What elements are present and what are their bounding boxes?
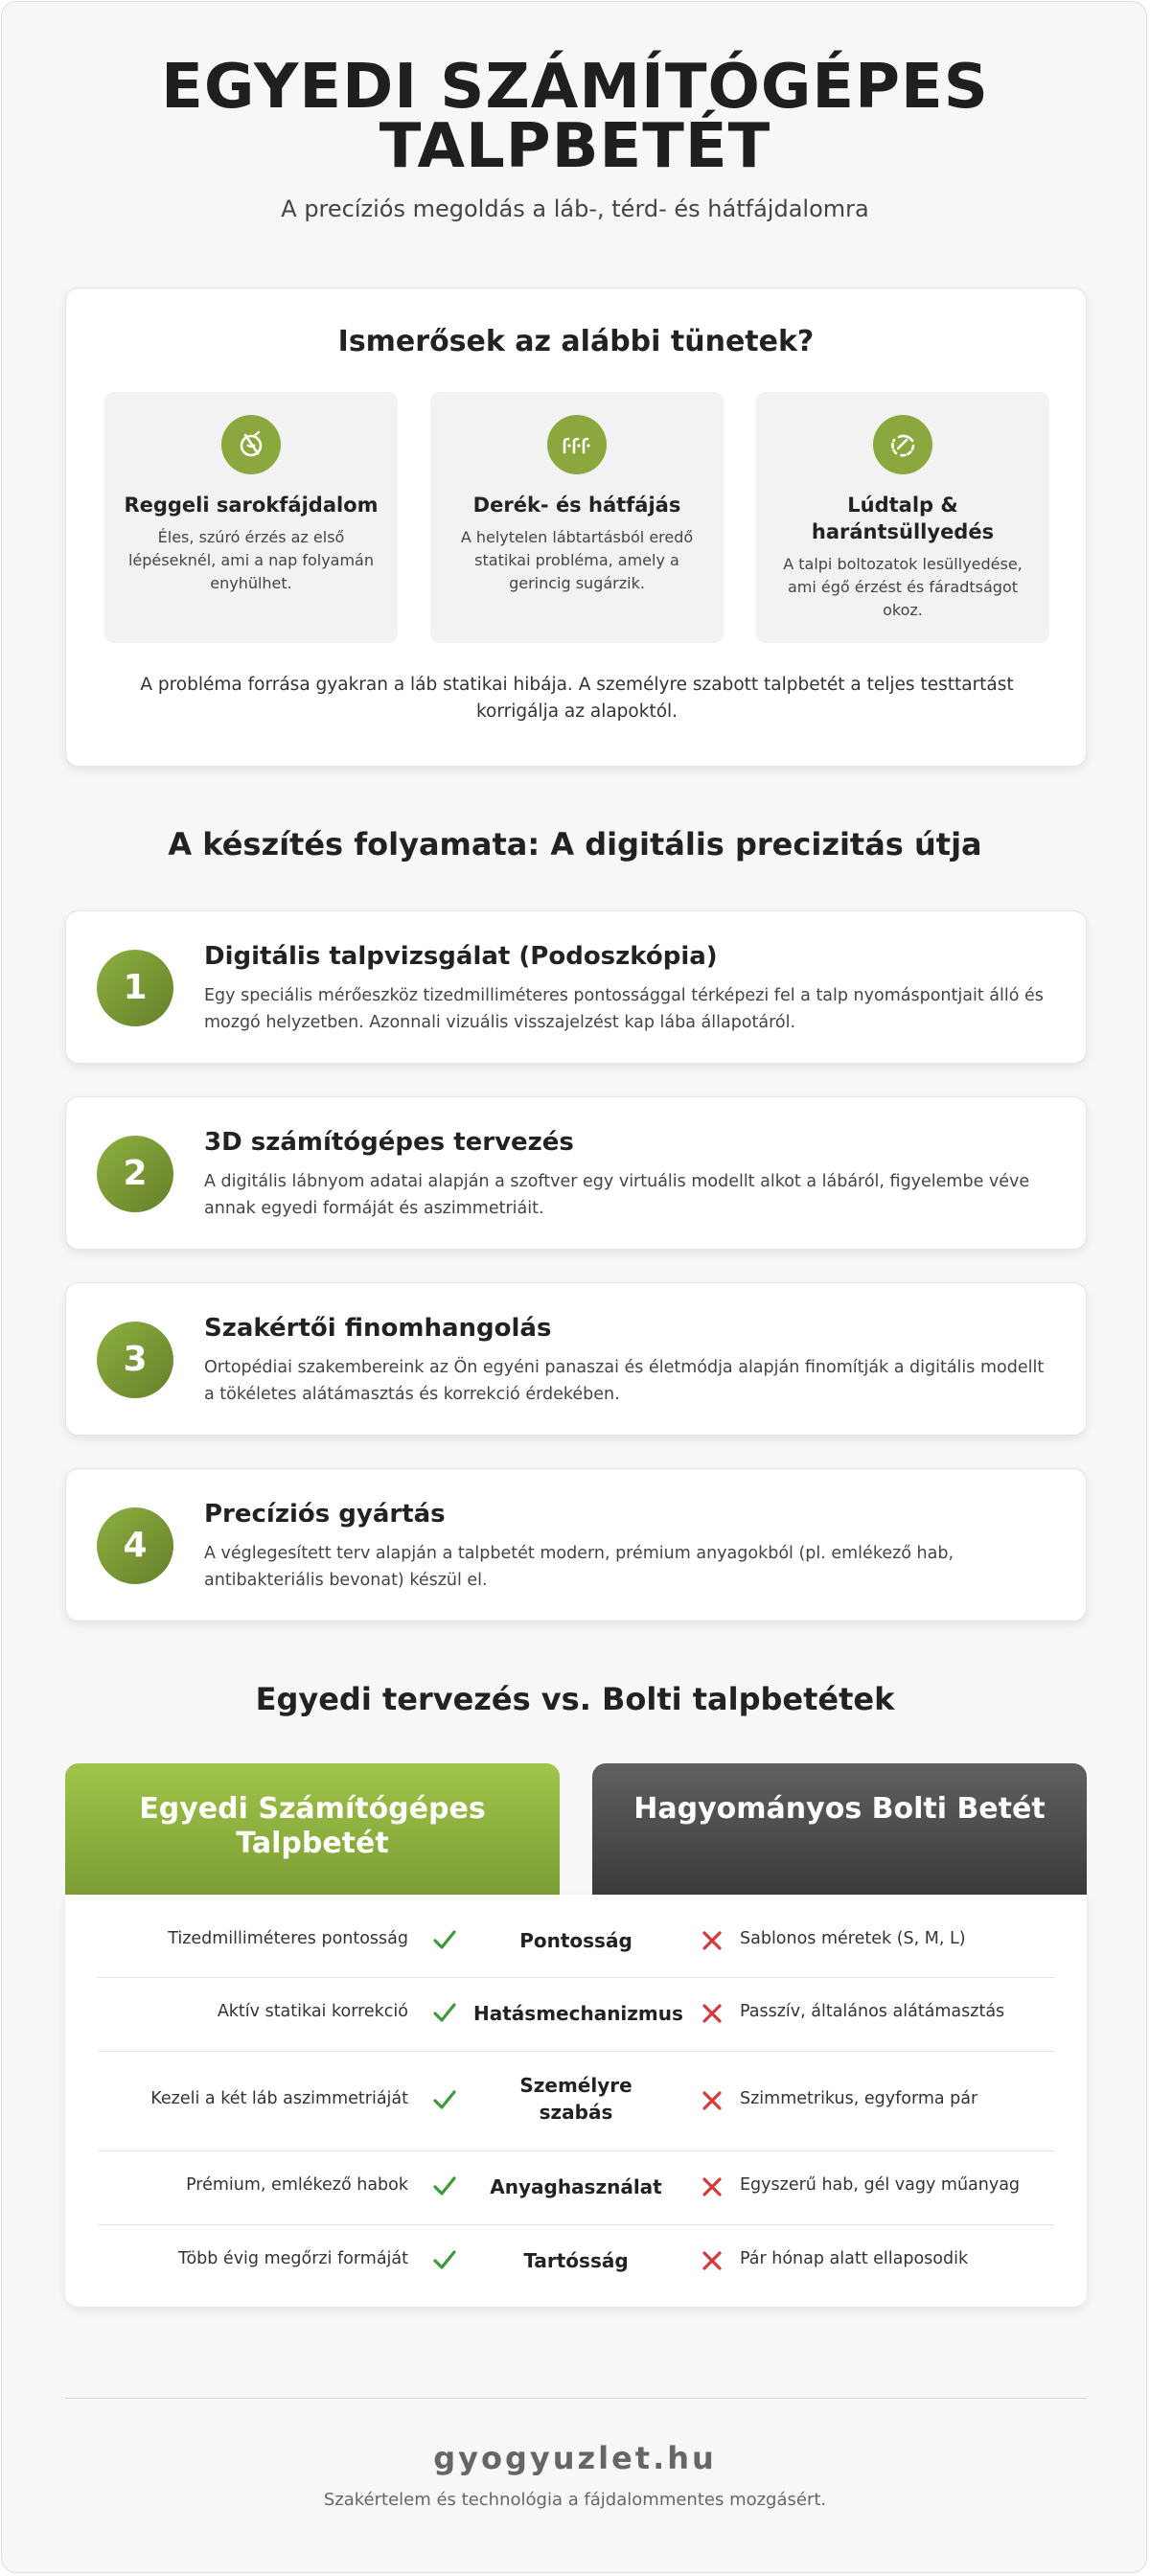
comparison-row: [98, 2224, 1054, 2297]
comparison-table: [65, 1895, 1087, 2307]
store-value: Egyszerű hab, gél vagy műanyag: [740, 2175, 1021, 2195]
custom-value: Kezeli a két láb aszimmetriáját: [150, 2089, 408, 2108]
cross-icon: [702, 2090, 723, 2111]
symptom-text: A talpi boltozatok lesüllyedése, ami égő érzést és fáradtságot okoz.: [783, 555, 1023, 619]
criterion-line1: Személyre: [519, 2074, 632, 2097]
page-title-line2: TALPBETÉT: [379, 111, 771, 182]
check-icon: [433, 2249, 456, 2270]
custom-value: Tizedmilliméteres pontosság: [168, 1929, 408, 1948]
comparison-row: [98, 2150, 1054, 2225]
comparison-row: [98, 1977, 1054, 2052]
process-step-2: [65, 1096, 1087, 1250]
step-text: A digitális lábnyom adatai alapján a szoftver egy virtuális modellt alkot a lábáról, figyelembe véve annak egyedi formáját és aszimmetriáit.: [204, 1172, 1030, 1218]
process-step-1: [65, 910, 1087, 1064]
page-subtitle: A precíziós megoldás a láb-, térd- és hátfájdalomra: [281, 196, 869, 222]
symptom-title: [775, 492, 1030, 545]
store-value: Pár hónap alatt ellaposodik: [740, 2249, 969, 2268]
page: [1, 1, 1147, 2573]
page-title-line1: EGYEDI SZÁMÍTÓGÉPES: [161, 52, 989, 123]
check-icon: [433, 2175, 456, 2196]
custom-header-line2: Talpbetét: [236, 1827, 389, 1860]
back-pain-icon: [547, 415, 607, 474]
custom-value: Több évig megőrzi formáját: [178, 2249, 408, 2268]
check-icon: [433, 2089, 456, 2110]
check-icon: [433, 1929, 456, 1950]
criterion-label: [473, 2072, 678, 2126]
symptom-title: Derék- és hátfájás: [472, 494, 681, 517]
step-number-badge: 2: [97, 1136, 173, 1212]
step-title: Digitális talpvizsgálat (Podoszkópia): [204, 942, 718, 971]
process-step-4: [65, 1468, 1087, 1622]
check-icon: [433, 2002, 456, 2023]
symptom-card-heel: [104, 392, 398, 643]
criterion-label: Tartósság: [523, 2249, 629, 2272]
step-number-badge: 1: [97, 950, 173, 1026]
comparison-title: Egyedi tervezés vs. Bolti talpbetétek: [255, 1681, 895, 1717]
process-title: A készítés folyamata: A digitális precizitás útja: [168, 826, 982, 862]
heel-pain-icon: [221, 415, 281, 474]
step-title: Precíziós gyártás: [204, 1500, 446, 1529]
comparison-row: [98, 1904, 1054, 1978]
step-title: 3D számítógépes tervezés: [204, 1128, 574, 1157]
cross-icon: [702, 2250, 723, 2271]
step-text: Egy speciális mérőeszköz tizedmilliméteres pontossággal térképezi fel a talp nyomáspontjait álló és mozgó helyzetben. Azonnali vizuális visszajelzést kap lába állapotáról.: [204, 986, 1044, 1032]
symptoms-note: A probléma forrása gyakran a láb statikai hibája. A személyre szabott talpbetét a teljes testtartást korrigálja az alapoktól.: [140, 675, 1014, 722]
store-insole-header: Hagyományos Bolti Betét: [592, 1763, 1087, 1896]
criterion-label: Hatásmechanizmus: [473, 2002, 683, 2025]
symptom-card-flatfoot: [756, 392, 1049, 643]
symptom-title-line2: harántsüllyedés: [811, 520, 995, 543]
store-value: Szimmetrikus, egyforma pár: [740, 2089, 978, 2108]
symptom-text: Éles, szúró érzés az első lépéseknél, ami a nap folyamán enyhülhet.: [127, 528, 374, 592]
cross-icon: [702, 1930, 723, 1951]
criterion-label: Pontosság: [519, 1929, 632, 1952]
footer-tagline: Szakértelem és technológia a fájdalommentes mozgásért.: [323, 2490, 827, 2510]
cross-icon: [702, 2003, 723, 2024]
custom-header-line1: Egyedi Számítógépes: [139, 1792, 486, 1826]
step-number-badge: 4: [97, 1507, 173, 1584]
symptoms-card: [65, 288, 1087, 767]
custom-value: Aktív statikai korrekció: [217, 2002, 408, 2021]
symptoms-title: Ismerősek az alábbi tünetek?: [337, 325, 815, 358]
page-title: [2, 52, 1148, 182]
cross-icon: [702, 2176, 723, 2197]
symptom-card-back: [430, 392, 724, 643]
step-number-badge: 3: [97, 1322, 173, 1398]
footer-brand: gyogyuzlet.hu: [433, 2440, 717, 2476]
step-text: A véglegesített terv alapján a talpbetét modern, prémium anyagokból (pl. emlékező hab, antibakteriális bevonat) készül el.: [204, 1544, 954, 1590]
criterion-label: Anyaghasználat: [490, 2175, 662, 2198]
criterion-line2: szabás: [539, 2101, 613, 2124]
custom-insole-header: [65, 1763, 560, 1896]
store-value: Sablonos méretek (S, M, L): [740, 1929, 966, 1948]
symptom-text: A helytelen lábtartásból eredő statikai probléma, amely a gerincig sugárzik.: [460, 528, 694, 592]
step-title: Szakértői finomhangolás: [204, 1314, 552, 1343]
symptom-title-line1: Lúdtalp &: [847, 494, 958, 517]
symptom-title: Reggeli sarokfájdalom: [124, 494, 379, 517]
comparison-row: [98, 2051, 1054, 2151]
process-step-3: [65, 1282, 1087, 1436]
custom-value: Prémium, emlékező habok: [186, 2175, 408, 2195]
store-value: Passzív, általános alátámasztás: [740, 2002, 1005, 2021]
footer-divider: [65, 2398, 1087, 2399]
step-text: Ortopédiai szakembereink az Ön egyéni panaszai és életmódja alapján finomítják a digitális modellt a tökéletes alátámasztás és korrekció érdekében.: [204, 1358, 1045, 1404]
flat-foot-icon: [873, 415, 932, 474]
